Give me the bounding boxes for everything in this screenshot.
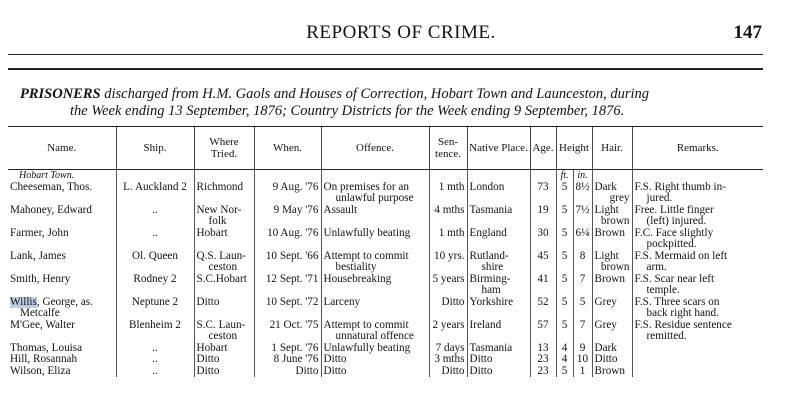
height-inches-cell-line-1: 5 (579, 296, 586, 308)
height-feet-cell (556, 274, 573, 297)
where-tried-cell-line-1: Ditto (196, 296, 220, 308)
age-cell (530, 251, 556, 274)
native-place-cell (467, 251, 530, 274)
where-tried-cell (194, 274, 254, 297)
remarks-cell-line-1: F.S. Three scars on (634, 296, 720, 308)
sentence-cell-line-1: Ditto (441, 365, 465, 377)
age-cell (530, 354, 556, 366)
sentence-cell-line-1: 5 years (432, 273, 465, 285)
prisoner-name-line-1: Farmer, John (10, 227, 69, 239)
offence-cell (321, 354, 429, 366)
offence-cell-line-1: Attempt to commit (323, 250, 409, 262)
where-tried-cell-line-1: Hobart (196, 342, 228, 354)
table-row (8, 228, 763, 251)
offence-cell (321, 366, 429, 378)
hair-cell (592, 320, 632, 343)
height-feet-cell-line-1: 4 (561, 354, 568, 365)
table-row (8, 274, 763, 297)
ship-cell (116, 251, 194, 274)
native-place-cell (467, 354, 530, 366)
prisoner-name (8, 228, 116, 251)
table-row (8, 297, 763, 320)
offence-cell (321, 251, 429, 274)
col-header-where-tried: Where Tried. (194, 127, 254, 170)
prisoner-name (8, 366, 116, 378)
ship-cell-line-1: Neptune 2 (131, 296, 179, 308)
page-title: REPORTS OF CRIME. (306, 22, 496, 43)
native-place-cell-line-1: England (469, 227, 507, 239)
when-cell (254, 343, 321, 355)
remarks-cell-line-1: F.S. Scar near left (634, 273, 715, 285)
ship-cell (116, 182, 194, 205)
ship-cell-line-1: .. (152, 365, 158, 377)
offence-cell-line-2: unnatural offence (335, 330, 414, 342)
height-inches-cell-line-1: 8 (579, 250, 586, 262)
sentence-cell (429, 320, 467, 343)
prisoner-name (8, 343, 116, 355)
col-header-hair: Hair. (592, 127, 632, 170)
age-cell (530, 205, 556, 228)
age-cell-line-1: 13 (537, 342, 549, 354)
hair-cell-line-2: brown (600, 215, 630, 227)
prisoner-name (8, 274, 116, 297)
age-cell-line-1: 23 (537, 365, 549, 377)
sentence-cell (429, 343, 467, 355)
where-tried-cell (194, 366, 254, 378)
native-place-cell-line-1: Tasmania (469, 204, 513, 216)
where-tried-cell (194, 320, 254, 343)
native-place-cell-line-1: Yorkshire (469, 296, 514, 308)
table-body (8, 170, 763, 378)
height-inches-cell (573, 182, 592, 205)
when-cell (254, 297, 321, 320)
ship-cell-line-1: .. (152, 342, 158, 354)
remarks-cell (632, 320, 763, 343)
age-cell (530, 366, 556, 378)
when-cell (254, 251, 321, 274)
sentence-cell-line-1: 1 mth (438, 181, 465, 193)
prisoner-name-line-1: Smith, Henry (10, 273, 71, 285)
native-place-cell-line-1: Birming- (469, 273, 511, 285)
hair-cell (592, 354, 632, 366)
height-inches-cell (573, 343, 592, 355)
where-tried-cell-line-2: ceston (208, 261, 238, 273)
hair-cell-line-1: Light (594, 250, 619, 262)
table-caption-line-1 (20, 86, 762, 103)
height-feet-cell (556, 251, 573, 274)
hair-cell-line-1: Grey (594, 296, 617, 308)
height-feet-cell-line-1: 5 (561, 296, 568, 308)
page-number: 147 (733, 22, 762, 43)
hair-cell (592, 297, 632, 320)
col-header-offence: Offence. (321, 127, 429, 170)
name-rest: , George, as. (36, 296, 93, 308)
table-caption-line-2 (70, 103, 802, 120)
where-tried-cell (194, 297, 254, 320)
caption-line-2-text: the Week ending 13 September, 1876; Country Districts for the Week ending 9 September, 1876. (70, 103, 625, 119)
when-cell (254, 320, 321, 343)
native-place-cell (467, 228, 530, 251)
height-feet-cell-line-1: 5 (561, 204, 568, 216)
when-cell (254, 366, 321, 378)
height-inches-cell-line-1: 8½ (575, 181, 590, 193)
prisoner-name-line-2: Metcalfe (20, 307, 60, 319)
table-row (8, 205, 763, 228)
hair-cell-line-1: Brown (594, 365, 625, 377)
sentence-cell (429, 274, 467, 297)
where-tried-cell-line-1: Q.S. Laun- (196, 250, 246, 262)
hair-cell (592, 205, 632, 228)
remarks-cell-line-2: arm. (646, 261, 667, 273)
prisoner-name-line-1: Thomas, Louisa (10, 342, 83, 354)
remarks-cell-line-1: F.C. Face slightly (634, 227, 714, 239)
remarks-cell-line-2: pockpitted. (646, 238, 697, 250)
where-tried-cell (194, 205, 254, 228)
native-place-cell-line-1: Ditto (469, 365, 493, 377)
remarks-cell-line-2: temple. (646, 284, 680, 296)
section-label: Hobart Town. (19, 170, 75, 181)
unit-inches: in. (573, 170, 592, 182)
col-header-age: Age. (530, 127, 556, 170)
age-cell (530, 228, 556, 251)
offence-cell-line-1: Unlawfully beating (323, 227, 411, 239)
remarks-cell (632, 366, 763, 378)
when-cell-line-1: 21 Oct. '75 (269, 319, 319, 331)
sentence-cell (429, 366, 467, 378)
offence-cell-line-1: Attempt to commit (323, 319, 409, 331)
where-tried-cell (194, 251, 254, 274)
ship-cell (116, 228, 194, 251)
sentence-cell (429, 297, 467, 320)
prisoner-name (8, 297, 116, 320)
ship-cell (116, 297, 194, 320)
sentence-cell-line-1: 3 mths (434, 354, 465, 365)
caption-lead: PRISONERS (20, 86, 101, 102)
offence-cell-line-1: Assault (323, 204, 358, 216)
remarks-cell-line-2: back right hand. (646, 307, 719, 319)
sentence-cell-line-1: 10 yrs. (434, 250, 465, 262)
ship-cell-line-1: L. Auckland 2 (123, 181, 187, 193)
native-place-cell-line-1: Tasmania (469, 342, 513, 354)
native-place-cell (467, 205, 530, 228)
native-place-cell (467, 182, 530, 205)
offence-cell-line-1: On premises for an (323, 181, 409, 193)
age-cell-line-1: 23 (537, 354, 549, 365)
remarks-cell (632, 251, 763, 274)
prisoners-table (8, 126, 763, 377)
where-tried-cell-line-1: Ditto (196, 354, 220, 365)
height-feet-cell-line-1: 5 (561, 227, 568, 239)
remarks-cell (632, 274, 763, 297)
when-cell (254, 354, 321, 366)
height-feet-cell (556, 205, 573, 228)
height-inches-cell (573, 297, 592, 320)
native-place-cell (467, 343, 530, 355)
hair-cell-line-1: Light (594, 204, 619, 216)
when-cell-line-1: 9 Aug. '76 (272, 181, 319, 193)
native-place-cell (467, 274, 530, 297)
ship-cell-line-1: Rodney 2 (133, 273, 177, 285)
section-rule (8, 68, 763, 70)
height-inches-cell (573, 274, 592, 297)
age-cell-line-1: 19 (537, 204, 549, 216)
hair-cell (592, 228, 632, 251)
offence-cell (321, 320, 429, 343)
height-feet-cell (556, 182, 573, 205)
hair-cell-line-2: grey (609, 192, 630, 204)
where-tried-cell (194, 354, 254, 366)
native-place-cell-line-1: London (469, 181, 505, 193)
height-inches-cell (573, 320, 592, 343)
when-cell-line-1: 1 Sept. '76 (271, 342, 319, 354)
when-cell (254, 205, 321, 228)
height-inches-cell-line-1: 9 (579, 342, 586, 354)
remarks-cell-line-1: F.S. Right thumb in- (634, 181, 726, 193)
when-cell-line-1: 10 Aug. '76 (267, 227, 319, 239)
hair-cell (592, 274, 632, 297)
prisoner-name-line-1: M'Gee, Walter (10, 319, 75, 331)
prisoner-name (8, 205, 116, 228)
when-cell-line-1: 10 Sept. '72 (265, 296, 319, 308)
height-inches-cell-line-1: 10 (576, 354, 589, 365)
remarks-cell-line-2: remitted. (646, 330, 687, 342)
remarks-cell (632, 228, 763, 251)
header-rule (8, 54, 763, 55)
offence-cell-line-1: Ditto (323, 354, 347, 365)
when-cell (254, 182, 321, 205)
remarks-cell-line-1: F.S. Residue sentence (634, 319, 732, 331)
remarks-cell (632, 354, 763, 366)
when-cell-line-1: 8 June '76 (273, 354, 319, 365)
offence-cell-line-1: Unlawfully beating (323, 342, 411, 354)
height-inches-cell (573, 251, 592, 274)
height-inches-cell-line-1: 1 (579, 365, 586, 377)
col-header-native-place: Native Place. (467, 127, 530, 170)
where-tried-cell (194, 182, 254, 205)
col-header-name: Name. (8, 127, 116, 170)
prisoner-name-line-1: Lank, James (10, 250, 66, 262)
age-cell (530, 182, 556, 205)
native-place-cell (467, 297, 530, 320)
where-tried-cell (194, 228, 254, 251)
native-place-cell-line-2: shire (481, 261, 504, 273)
where-tried-cell-line-2: ceston (208, 330, 238, 342)
prisoner-name-line-1: Wilson, Eliza (10, 365, 71, 377)
ship-cell (116, 205, 194, 228)
table-row (8, 354, 763, 366)
table-row (8, 251, 763, 274)
offence-cell-line-2: bestiality (335, 261, 377, 273)
unit-feet: ft. (556, 170, 573, 182)
native-place-cell (467, 320, 530, 343)
age-cell-line-1: 52 (537, 296, 549, 308)
prisoner-name-line-1: Hill, Rosannah (10, 354, 78, 365)
when-cell (254, 228, 321, 251)
sentence-cell-line-1: 2 years (432, 319, 465, 331)
caption-line-1-text: discharged from H.M. Gaols and Houses of Correction, Hobart Town and Launceston, during (100, 86, 650, 102)
height-inches-cell-line-1: 7 (579, 319, 586, 331)
where-tried-cell-line-1: New Nor- (196, 204, 242, 216)
height-inches-cell (573, 354, 592, 366)
page-header (0, 22, 802, 46)
offence-cell-line-1: Larceny (323, 296, 361, 308)
ship-cell-line-1: .. (152, 227, 158, 239)
sentence-cell (429, 228, 467, 251)
prisoner-name-line-1: Mahoney, Edward (10, 204, 92, 216)
age-cell (530, 343, 556, 355)
native-place-cell-line-1: Ireland (469, 319, 502, 331)
prisoner-name (8, 251, 116, 274)
sentence-cell (429, 182, 467, 205)
prisoner-name (8, 354, 116, 366)
height-feet-cell (556, 320, 573, 343)
native-place-cell-line-1: Rutland- (469, 250, 509, 262)
section-row (8, 170, 763, 182)
hair-cell (592, 366, 632, 378)
offence-cell-line-1: Ditto (323, 365, 347, 377)
sentence-cell-line-1: Ditto (441, 296, 465, 308)
hair-cell-line-1: Brown (594, 273, 625, 285)
table-row (8, 366, 763, 378)
age-cell (530, 320, 556, 343)
height-inches-cell-line-1: 7½ (575, 204, 590, 216)
sentence-cell (429, 251, 467, 274)
ship-cell (116, 320, 194, 343)
highlighted-text: Willis (10, 296, 37, 308)
when-cell (254, 274, 321, 297)
remarks-cell-line-1: F.S. Mermaid on left (634, 250, 728, 262)
when-cell-line-1: 12 Sept. '71 (265, 273, 319, 285)
offence-cell (321, 297, 429, 320)
age-cell-line-1: 41 (537, 273, 549, 285)
ship-cell-line-1: .. (152, 204, 158, 216)
ship-cell (116, 274, 194, 297)
remarks-cell-line-2: jured. (646, 192, 673, 204)
ship-cell (116, 366, 194, 378)
remarks-cell (632, 182, 763, 205)
height-inches-cell-line-1: 6¼ (575, 227, 590, 239)
height-feet-cell-line-1: 5 (561, 250, 568, 262)
height-feet-cell-line-1: 5 (561, 365, 568, 377)
remarks-cell (632, 343, 763, 355)
where-tried-cell-line-1: Ditto (196, 365, 220, 377)
age-cell-line-1: 45 (537, 250, 549, 262)
sentence-cell-line-1: 1 mth (438, 227, 465, 239)
col-header-remarks: Remarks. (632, 127, 763, 170)
height-inches-cell (573, 366, 592, 378)
remarks-cell-line-1: Free. Little finger (634, 204, 714, 216)
height-inches-cell (573, 228, 592, 251)
height-inches-cell-line-1: 7 (579, 273, 586, 285)
sentence-cell (429, 354, 467, 366)
height-feet-cell (556, 366, 573, 378)
height-feet-cell (556, 343, 573, 355)
ship-cell-line-1: Blenheim 2 (129, 319, 181, 331)
prisoner-name (8, 320, 116, 343)
where-tried-cell-line-1: S.C. Laun- (196, 319, 246, 331)
where-tried-cell (194, 343, 254, 355)
sentence-cell-line-1: 4 mths (434, 204, 465, 216)
where-tried-cell-line-1: S.C.Hobart (196, 273, 247, 285)
when-cell-line-1: 10 Sept. '66 (265, 250, 319, 262)
where-tried-cell-line-2: folk (208, 215, 227, 227)
ship-cell-line-1: Ol. Queen (132, 250, 178, 262)
height-feet-cell (556, 228, 573, 251)
col-header-when: When. (254, 127, 321, 170)
col-header-height: Height (556, 127, 592, 170)
offence-cell (321, 205, 429, 228)
table-row (8, 320, 763, 343)
when-cell-line-1: Ditto (295, 365, 319, 377)
native-place-cell-line-2: ham (481, 284, 501, 296)
prisoner-name-line-1: Cheeseman, Thos. (10, 181, 93, 193)
where-tried-cell-line-1: Richmond (196, 181, 244, 193)
hair-cell (592, 251, 632, 274)
age-cell (530, 274, 556, 297)
remarks-cell (632, 205, 763, 228)
offence-cell (321, 343, 429, 355)
table-row (8, 343, 763, 355)
hair-cell (592, 182, 632, 205)
age-cell-line-1: 73 (537, 181, 549, 193)
hair-cell-line-1: Ditto (594, 354, 618, 365)
ship-cell (116, 343, 194, 355)
col-header-ship: Ship. (116, 127, 194, 170)
sentence-cell-line-1: 7 days (435, 342, 465, 354)
when-cell-line-1: 9 May '76 (273, 204, 319, 216)
table-header (8, 127, 763, 170)
hair-cell-line-1: Grey (594, 319, 617, 331)
offence-cell-line-2: unlawful purpose (335, 192, 414, 204)
ship-cell (116, 354, 194, 366)
age-cell-line-1: 57 (537, 319, 549, 331)
ship-cell-line-1: .. (152, 354, 158, 365)
remarks-cell-line-2: (left) injured. (646, 215, 707, 227)
offence-cell (321, 228, 429, 251)
age-cell-line-1: 30 (537, 227, 549, 239)
remarks-cell (632, 297, 763, 320)
hair-cell-line-1: Dark (594, 181, 617, 193)
sentence-cell (429, 205, 467, 228)
hair-cell-line-1: Dark (594, 342, 617, 354)
prisoner-name (8, 182, 116, 205)
height-inches-cell (573, 205, 592, 228)
height-feet-cell-line-1: 4 (561, 342, 568, 354)
age-cell (530, 297, 556, 320)
hair-cell-line-1: Brown (594, 227, 625, 239)
hair-cell (592, 343, 632, 355)
height-feet-cell-line-1: 5 (561, 319, 568, 331)
offence-cell (321, 274, 429, 297)
height-feet-cell (556, 297, 573, 320)
height-feet-cell-line-1: 5 (561, 181, 568, 193)
height-feet-cell-line-1: 5 (561, 273, 568, 285)
native-place-cell-line-1: Ditto (469, 354, 493, 365)
height-feet-cell (556, 354, 573, 366)
where-tried-cell-line-1: Hobart (196, 227, 228, 239)
offence-cell (321, 182, 429, 205)
table-row (8, 182, 763, 205)
hair-cell-line-2: brown (600, 261, 630, 273)
offence-cell-line-1: Housebreaking (323, 273, 392, 285)
col-header-sentence: Sen- tence. (429, 127, 467, 170)
native-place-cell (467, 366, 530, 378)
